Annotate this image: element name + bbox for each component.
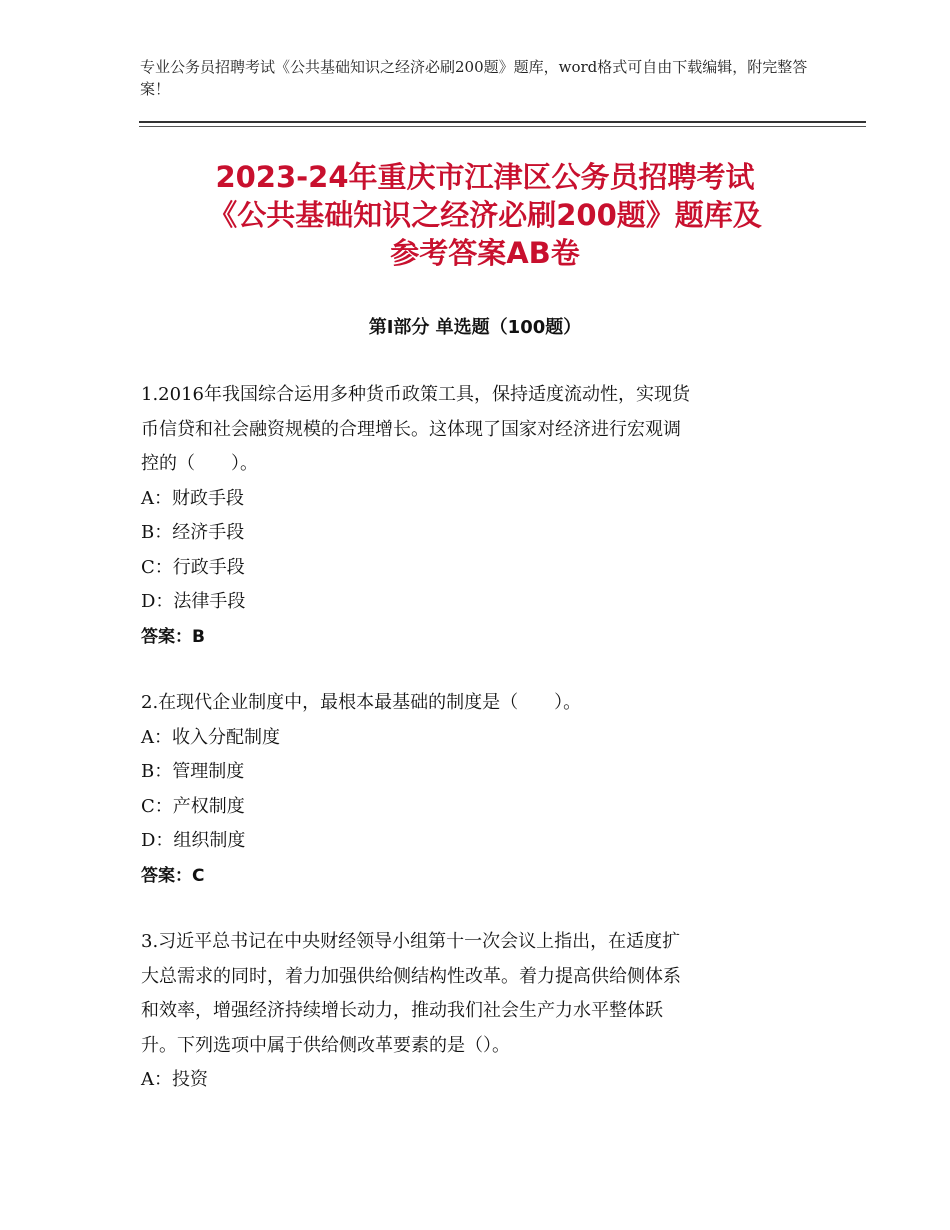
option-a: A：投资	[141, 1069, 208, 1090]
option-a: A：收入分配制度	[141, 726, 280, 748]
option-b: B：经济手段	[141, 522, 245, 543]
question-stem-line: 2.在现代企业制度中，最根本最基础的制度是（ ）。	[141, 692, 582, 713]
answer: 答案：C	[141, 865, 205, 886]
question-stem-line: 1.2016年我国综合运用多种货币政策工具，保持适度流动性，实现货	[141, 384, 690, 405]
question-stem-line: 3.习近平总书记在中央财经领导小组第十一次会议上指出，在适度扩	[141, 931, 681, 952]
option-a: A：财政手段	[141, 487, 244, 509]
answer: 答案：B	[141, 626, 205, 647]
title-line: 《公共基础知识之经济必刷200题》题库及	[208, 198, 762, 232]
header-divider-thick	[139, 121, 866, 123]
option-d: D：法律手段	[141, 591, 246, 612]
question-stem-line: 控的（ ）。	[141, 453, 258, 474]
question-stem-line: 币信贷和社会融资规模的合理增长。这体现了国家对经济进行宏观调	[141, 418, 681, 440]
title-line: 参考答案AB卷	[390, 236, 580, 270]
question-1	[141, 378, 821, 654]
question-3	[141, 925, 821, 1098]
question-stem-line: 大总需求的同时，着力加强供给侧结构性改革。着力提高供给侧体系	[141, 965, 681, 987]
option-c: C：行政手段	[141, 556, 245, 578]
document-title	[100, 158, 870, 272]
question-2	[141, 686, 821, 893]
title-line: 2023-24年重庆市江津区公务员招聘考试	[215, 160, 755, 194]
section-title: 第Ⅰ部分 单选题（100题）	[368, 317, 582, 338]
question-stem-line: 升。下列选项中属于供给侧改革要素的是（）。	[141, 1034, 510, 1056]
question-stem-line: 和效率，增强经济持续增长动力，推动我们社会生产力水平整体跃	[141, 1000, 663, 1021]
option-c: C：产权制度	[141, 795, 245, 817]
header-note: 专业公务员招聘考试《公共基础知识之经济必刷200题》题库，word格式可自由下载编辑，附完整答案！	[140, 58, 808, 98]
option-b: B：管理制度	[141, 761, 245, 782]
header-divider-thin	[139, 126, 866, 127]
option-d: D：组织制度	[141, 830, 246, 851]
